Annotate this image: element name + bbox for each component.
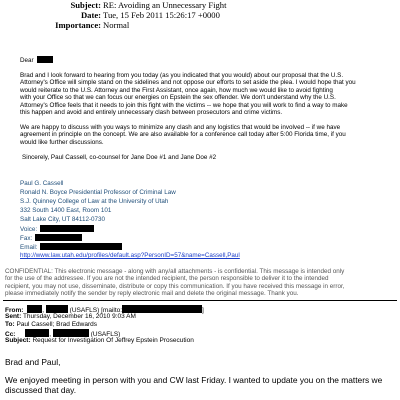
sent-value: Thursday, December 16, 2010 9:03 AM bbox=[22, 313, 136, 320]
para1-line-5: Attorney's Office feels that it needs to join this fight with the victims -- we hope that you will work to find a way to make bbox=[20, 101, 348, 109]
para1-line-1: Brad and I look forward to hearing from you today (as you indicated that you would) about our proposal that the U.S. bbox=[20, 72, 344, 79]
forward-subject-label: Subject: bbox=[5, 337, 31, 344]
from-suffix: (USAFLS) [mailto: bbox=[69, 307, 123, 314]
profile-link[interactable]: http://www.law.utah.edu/profiles/default.asp?PersonID=57&name=Cassell,Paul bbox=[20, 252, 240, 259]
forward-to-row bbox=[5, 321, 97, 329]
forward-subject-row bbox=[5, 337, 194, 345]
para2-line-1: We are happy to discuss with you ways to minimize any clash and any logistics that would be involved -- if we have bbox=[20, 124, 341, 131]
redaction-block bbox=[53, 329, 89, 337]
importance-label: Importance: bbox=[55, 20, 101, 30]
signature-voice bbox=[20, 225, 94, 233]
redaction-block bbox=[40, 225, 94, 232]
para2-line-2: agreement in principle on the concept. We are also available for a conference call today after 5:00 Florida time, if you bbox=[20, 131, 346, 139]
forward-cc-row: Cc: , (USAFLS) bbox=[5, 331, 121, 338]
signature-title: Ronald N. Boyce Presidential Professor of Criminal Law bbox=[20, 189, 176, 196]
signature-fax bbox=[20, 234, 82, 242]
redaction-block bbox=[25, 329, 49, 337]
to-value: Paul Cassell; Brad Edwards bbox=[16, 321, 98, 328]
redaction-block bbox=[40, 243, 122, 250]
cc-suffix: (USAFLS) bbox=[90, 331, 121, 338]
para1-line-4: with your Office so that we can focus our energies on Epstein the sex offender. We don't understand why the U.S. bbox=[20, 94, 336, 102]
forward-from-row: From: , (USAFLS) [mailto: ] bbox=[5, 307, 204, 314]
para2-line-3: would like further discussions. bbox=[20, 138, 104, 146]
email2-greeting: Brad and Paul, bbox=[5, 357, 61, 367]
confidential-line-3: recipient, you may not use, disseminate, distribute or copy this communication. If you have received this message in error, bbox=[5, 282, 345, 290]
redaction-block bbox=[46, 305, 68, 313]
signature-address-2: Salt Lake City, UT 84112-0730 bbox=[20, 216, 106, 223]
para1-line-6: this happen and avoid and entirely unnecessary clash between prosecutors and crime victims. bbox=[20, 109, 283, 116]
sent-label: Sent: bbox=[5, 313, 22, 320]
redaction-block bbox=[27, 305, 42, 313]
separator-line bbox=[3, 300, 397, 301]
from-end: ] bbox=[202, 307, 204, 314]
subject-value: RE: Avoiding an Unnecessary Fight bbox=[103, 0, 227, 10]
forward-subject-value: Request for Investigation Of Jeffrey Epstein Prosecution bbox=[32, 337, 194, 344]
confidential-line-4: please immediately notify the sender by reply electronic mail and delete the original message. Thank you. bbox=[5, 290, 299, 298]
signature-name: Paul G. Cassell bbox=[20, 180, 64, 187]
signature-address-1: 332 South 1400 East, Room 101 bbox=[20, 207, 112, 214]
email2-line-1: We enjoyed meeting in person with you and CW last Friday. I wanted to update you on the matters we bbox=[5, 375, 383, 385]
fax-label: Fax: bbox=[20, 235, 33, 242]
to-label: To: bbox=[5, 321, 15, 328]
cc-label: Cc: bbox=[5, 331, 16, 338]
confidential-line-2: for the use of the addressee. If you are not the intended recipient, the person responsible to deliver it to the intended bbox=[5, 275, 329, 283]
email-label: Email: bbox=[20, 244, 38, 251]
para1-line-2: Attorney's Office will simple stand on the sidelines and not oppose our efforts to set aside the plea. I would hope that you bbox=[20, 79, 356, 87]
subject-label: Subject: bbox=[70, 0, 101, 10]
voice-label: Voice: bbox=[20, 226, 38, 233]
email2-line-2: discussed that day. bbox=[5, 385, 77, 395]
confidential-line-1: CONFIDENTIAL: This electronic message - along with any/all attachments - is confidential. This message is intended only bbox=[5, 268, 345, 275]
redaction-block bbox=[37, 56, 53, 63]
signature-school: S.J. Quinney College of Law at the University of Utah bbox=[20, 198, 169, 205]
greeting-line bbox=[20, 56, 53, 64]
date-label: Date: bbox=[80, 10, 101, 20]
forward-sent-row bbox=[5, 313, 136, 321]
from-label: From: bbox=[5, 307, 24, 314]
redaction-block bbox=[35, 234, 82, 241]
signoff: Sincerely, Paul Cassell, co-counsel for Jane Doe #1 and Jane Doe #2 bbox=[22, 154, 217, 161]
signature-email bbox=[20, 243, 122, 251]
date-value: Tue, 15 Feb 2011 15:26:17 +0000 bbox=[103, 10, 220, 20]
redaction-block bbox=[122, 305, 202, 313]
greeting: Dear bbox=[20, 57, 34, 64]
para1-line-3: would reiterate to the U.S. Attorney and the First Assistant, once again, how much we would like to avoid fighting bbox=[20, 86, 333, 94]
importance-value: Normal bbox=[103, 20, 130, 30]
